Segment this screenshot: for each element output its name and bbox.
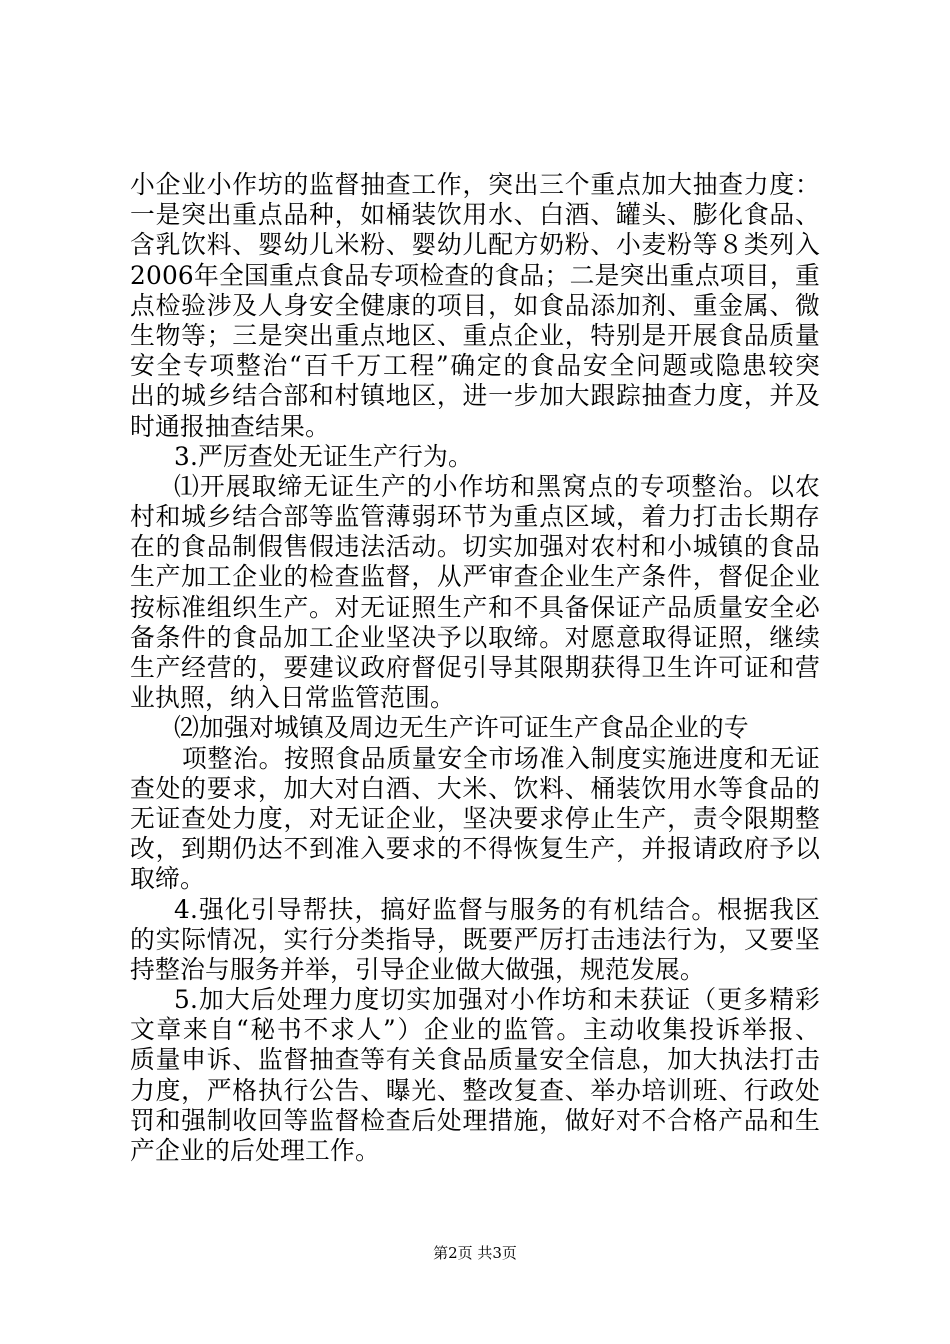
text-line: 出的城乡结合部和村镇地区，进一步加大跟踪抽查力度，并及 <box>130 381 820 411</box>
text-line: 一是突出重点品种，如桶装饮用水、白酒、罐头、膨化食品、 <box>130 200 820 230</box>
text-line: 小企业小作坊的监督抽查工作，突出三个重点加大抽查力度： <box>130 170 820 199</box>
text-line: 业执照，纳入日常监管范围。 <box>130 683 455 713</box>
text-line: 4.强化引导帮扶，搞好监督与服务的有机结合。根据我区 <box>174 894 820 924</box>
text-line: 罚和强制收回等监督检查后处理措施，做好对不合格产品和生 <box>130 1105 820 1135</box>
text-line: 生产经营的，要建议政府督促引导其限期获得卫生许可证和营 <box>130 653 820 682</box>
text-line: 安全专项整治“百千万工程”确定的食品安全问题或隐患较突 <box>130 351 820 381</box>
text-line: 备条件的食品加工企业坚决予以取缔。对愿意取得证照，继续 <box>130 622 820 652</box>
text-line: 持整治与服务并举，引导企业做大做强，规范发展。 <box>130 954 705 984</box>
section-heading: 3.严厉查处无证生产行为。 <box>174 441 474 471</box>
text-line: 在的食品制假售假违法活动。切实加强对农村和小城镇的食品 <box>130 532 820 562</box>
text-line: 产企业的后处理工作。 <box>130 1136 380 1165</box>
text-line: 改，到期仍达不到准入要求的不得恢复生产，并报请政府予以 <box>130 834 820 864</box>
document-body <box>130 170 820 1166</box>
page-number: 第2页 共3页 <box>433 1244 517 1262</box>
text-line: ⑵加强对城镇及周边无生产许可证生产食品企业的专 <box>174 713 749 743</box>
text-line: 按标准组织生产。对无证照生产和不具备保证产品质量安全必 <box>130 592 820 622</box>
text-line: 时通报抽查结果。 <box>130 411 330 441</box>
text-line: 村和城乡结合部等监管薄弱环节为重点区域，着力打击长期存 <box>130 502 820 532</box>
text-line: 查处的要求，加大对白酒、大米、饮料、桶装饮用水等食品的 <box>130 773 820 803</box>
text-line: 5.加大后处理力度切实加强对小作坊和未获证（更多精彩 <box>174 985 820 1015</box>
text-line: 无证查处力度，对无证企业，坚决要求停止生产，责令限期整 <box>130 803 820 833</box>
text-line: 文章来自“秘书不求人”）企业的监管。主动收集投诉举报、 <box>130 1015 820 1045</box>
text-line: ⑴开展取缔无证生产的小作坊和黑窝点的专项整治。以农 <box>174 471 820 501</box>
text-line: 含乳饮料、婴幼儿米粉、婴幼儿配方奶粉、小麦粉等８类列入 <box>130 230 820 260</box>
text-line: 的实际情况，实行分类指导，既要严厉打击违法行为，又要坚 <box>130 924 820 954</box>
text-line: 生产加工企业的检查监督，从严审查企业生产条件，督促企业 <box>130 562 820 592</box>
text-line: 项整治。按照食品质量安全市场准入制度实施进度和无证 <box>182 743 820 773</box>
text-line: 质量申诉、监督抽查等有关食品质量安全信息，加大执法打击 <box>130 1045 820 1075</box>
text-line: 生物等；三是突出重点地区、重点企业，特别是开展食品质量 <box>130 320 820 350</box>
text-line: 2006年全国重点食品专项检查的食品；二是突出重点项目，重 <box>130 260 820 290</box>
text-line: 取缔。 <box>130 864 205 894</box>
text-line: 力度，严格执行公告、曝光、整改复查、举办培训班、行政处 <box>130 1075 820 1105</box>
text-line: 点检验涉及人身安全健康的项目，如食品添加剂、重金属、微 <box>130 290 820 320</box>
